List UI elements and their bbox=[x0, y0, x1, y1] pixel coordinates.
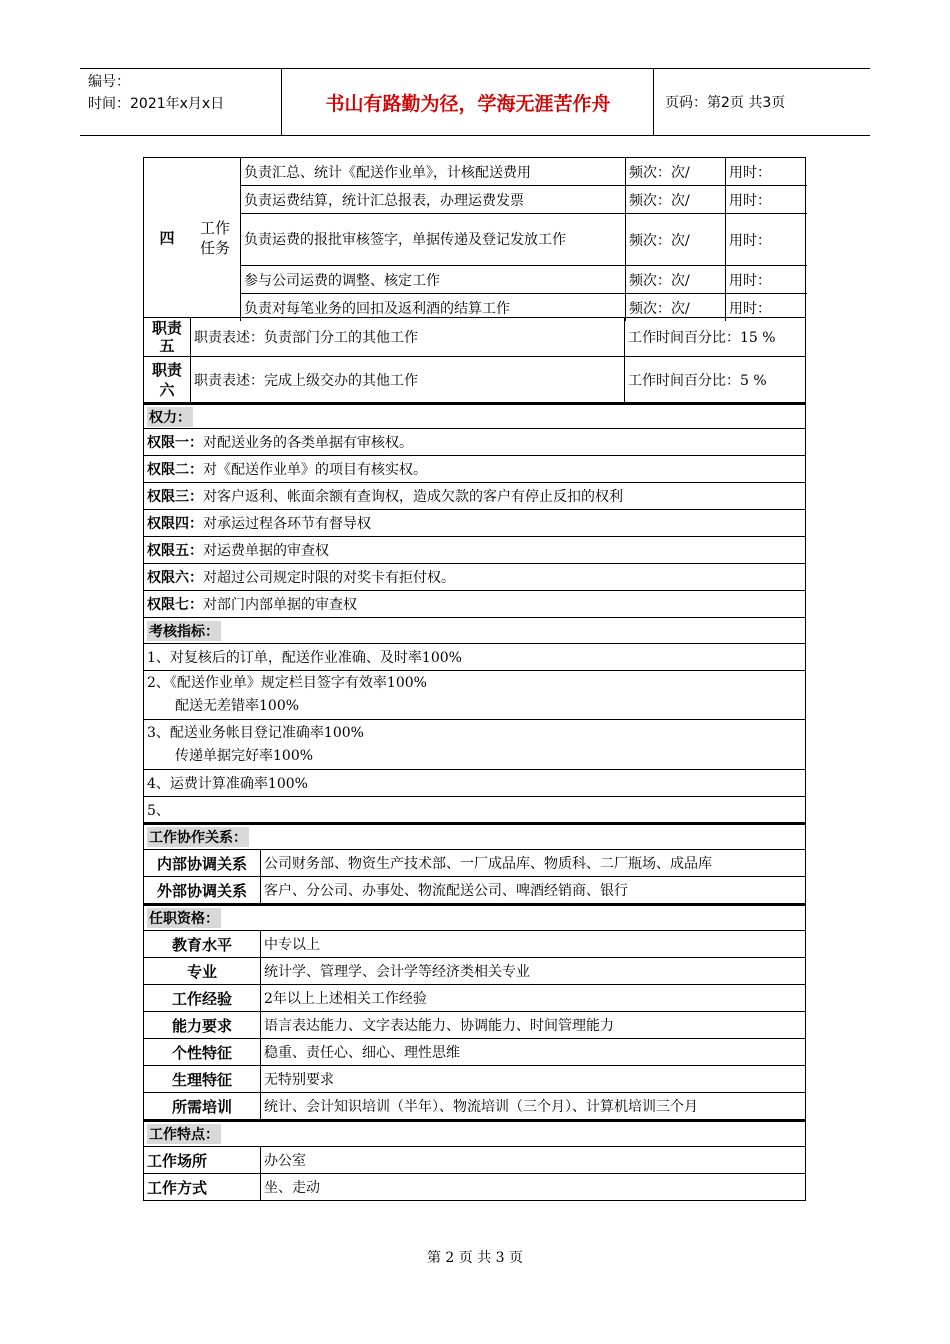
job-description-table bbox=[143, 157, 806, 1201]
kpi-item: 5、 bbox=[147, 802, 170, 819]
authority-row bbox=[143, 510, 806, 537]
authority-key: 权限四： bbox=[147, 516, 203, 532]
relations-heading-row bbox=[143, 823, 806, 850]
task-text: 负责运费的报批审核签字，单据传递及登记发放工作 bbox=[244, 231, 566, 248]
task-text: 负责汇总、统计《配送作业单》，计核配送费用 bbox=[244, 164, 531, 181]
kpi-row bbox=[143, 671, 806, 720]
internal-relations-row bbox=[143, 850, 806, 877]
duty-four-label: 工作 任务 bbox=[199, 218, 230, 257]
task-text: 负责运费结算，统计汇总报表，办理运费发票 bbox=[244, 192, 524, 209]
kpi-heading: 考核指标： bbox=[144, 618, 805, 643]
work-mode-value: 坐、走动 bbox=[260, 1174, 805, 1200]
qualification-row bbox=[143, 958, 806, 985]
task-row bbox=[241, 186, 807, 214]
internal-relations-label: 内部协调关系 bbox=[156, 854, 247, 873]
external-relations-value: 客户、分公司、办事处、物流配送公司、啤酒经销商、银行 bbox=[260, 877, 805, 903]
kpi-item: 配送无差错率100% bbox=[175, 698, 300, 714]
authority-key: 权限二： bbox=[147, 462, 203, 478]
qualification-row bbox=[143, 1066, 806, 1093]
authority-value: 对客户返利、帐面余额有查询权，造成欠款的客户有停止反扣的权利 bbox=[203, 489, 623, 505]
qualification-heading-row bbox=[143, 904, 806, 931]
task-row bbox=[241, 266, 807, 294]
authority-key: 权限一： bbox=[147, 435, 203, 451]
authority-key: 权限五： bbox=[147, 543, 203, 559]
qualification-value: 语言表达能力、文字表达能力、协调能力、时间管理能力 bbox=[260, 1012, 805, 1038]
relations-heading: 工作协作关系： bbox=[144, 825, 805, 849]
qualification-label: 专业 bbox=[186, 962, 217, 981]
qualification-value: 统计、会计知识培训（半年）、物流培训（三个月）、计算机培训三个月 bbox=[260, 1093, 805, 1119]
workplace-row bbox=[143, 1147, 806, 1174]
task-freq: 频次：次/ bbox=[625, 266, 725, 293]
task-freq: 频次：次/ bbox=[625, 214, 725, 265]
header-page: 页码：第2页 共3页 bbox=[665, 95, 786, 111]
kpi-item: 4、运费计算准确率100% bbox=[147, 776, 308, 792]
authority-value: 对运费单据的审查权 bbox=[203, 543, 329, 559]
task-row bbox=[241, 214, 807, 266]
duty-six-row bbox=[143, 357, 806, 403]
task-row bbox=[241, 158, 807, 186]
qualification-row bbox=[143, 1093, 806, 1120]
authority-heading: 权力： bbox=[144, 405, 805, 428]
duty-five-desc: 职责表述：负责部门分工的其他工作 bbox=[190, 318, 624, 356]
duty-six-label: 职责 六 bbox=[151, 360, 182, 399]
work-mode-row bbox=[143, 1174, 806, 1201]
qualification-value: 稳重、责任心、细心、理性思维 bbox=[260, 1039, 805, 1065]
authority-key: 权限三： bbox=[147, 489, 203, 505]
task-time: 用时： bbox=[725, 186, 807, 213]
kpi-item: 3、配送业务帐目登记准确率100% bbox=[147, 724, 364, 741]
authority-row bbox=[143, 429, 806, 456]
authority-value: 对配送业务的各类单据有审核权。 bbox=[203, 435, 413, 451]
features-heading-row bbox=[143, 1120, 806, 1147]
qualification-row bbox=[143, 931, 806, 958]
qualification-row bbox=[143, 1012, 806, 1039]
task-freq: 频次：次/ bbox=[625, 294, 725, 321]
duty-six-desc: 职责表述：完成上级交办的其他工作 bbox=[190, 357, 624, 402]
qualification-value: 统计学、管理学、会计学等经济类相关专业 bbox=[260, 958, 805, 984]
qualification-value: 2年以上上述相关工作经验 bbox=[260, 985, 805, 1011]
task-time: 用时： bbox=[725, 266, 807, 293]
qualification-label: 工作经验 bbox=[171, 989, 232, 1008]
external-relations-label: 外部协调关系 bbox=[156, 881, 247, 900]
header-meta bbox=[80, 69, 282, 135]
page-header bbox=[80, 68, 870, 136]
task-freq: 频次：次/ bbox=[625, 158, 725, 185]
authority-row bbox=[143, 537, 806, 564]
qualification-row bbox=[143, 985, 806, 1012]
authority-value: 对承运过程各环节有督导权 bbox=[203, 516, 371, 532]
duty-four-num: 四 bbox=[159, 229, 175, 247]
duty-five-row bbox=[143, 318, 806, 357]
task-text: 参与公司运费的调整、核定工作 bbox=[244, 272, 440, 289]
task-list bbox=[240, 158, 807, 321]
qualification-label: 教育水平 bbox=[171, 935, 232, 954]
authority-key: 权限七： bbox=[147, 597, 203, 613]
qualification-value: 中专以上 bbox=[260, 931, 805, 957]
task-freq: 频次：次/ bbox=[625, 186, 725, 213]
authority-row bbox=[143, 564, 806, 591]
workplace-label: 工作场所 bbox=[147, 1151, 208, 1170]
kpi-item: 2、《配送作业单》规定栏目签字有效率100% bbox=[147, 675, 427, 691]
workplace-value: 办公室 bbox=[260, 1147, 805, 1173]
qualification-label: 所需培训 bbox=[171, 1097, 232, 1116]
duty-four-block bbox=[143, 157, 806, 318]
authority-row bbox=[143, 456, 806, 483]
qualification-value: 无特别要求 bbox=[260, 1066, 805, 1092]
number-label: 编号： bbox=[88, 74, 130, 90]
authority-value: 对《配送作业单》的项目有核实权。 bbox=[203, 462, 427, 478]
kpi-row bbox=[143, 770, 806, 797]
kpi-row bbox=[143, 644, 806, 671]
task-time: 用时： bbox=[725, 214, 807, 265]
authority-key: 权限六： bbox=[147, 570, 203, 586]
kpi-row bbox=[143, 720, 806, 770]
internal-relations-value: 公司财务部、物资生产技术部、一厂成品库、物质科、二厂瓶场、成品库 bbox=[260, 850, 805, 876]
authority-value: 对超过公司规定时限的对奖卡有拒付权。 bbox=[203, 570, 455, 586]
kpi-item: 1、对复核后的订单，配送作业准确、及时率100% bbox=[147, 650, 462, 666]
duty-six-pct: 工作时间百分比：5 % bbox=[624, 357, 806, 402]
header-motto: 书山有路勤为径，学海无涯苦作舟 bbox=[283, 69, 654, 135]
qualification-label: 生理特征 bbox=[171, 1070, 232, 1089]
page-footer: 第 2 页 共 3 页 bbox=[426, 1250, 524, 1266]
task-text: 负责对每笔业务的回扣及返利酒的结算工作 bbox=[244, 300, 510, 317]
time-label: 时间：2021年x月x日 bbox=[88, 96, 225, 112]
task-time: 用时： bbox=[725, 294, 807, 321]
task-time: 用时： bbox=[725, 158, 807, 185]
work-mode-label: 工作方式 bbox=[147, 1178, 208, 1197]
qualification-heading: 任职资格： bbox=[144, 906, 805, 930]
external-relations-row bbox=[143, 877, 806, 904]
duty-five-label: 职责 五 bbox=[151, 319, 182, 355]
authority-value: 对部门内部单据的审查权 bbox=[203, 597, 357, 613]
authority-row bbox=[143, 591, 806, 618]
kpi-heading-row bbox=[143, 618, 806, 644]
qualification-label: 能力要求 bbox=[171, 1016, 232, 1035]
qualification-row bbox=[143, 1039, 806, 1066]
authority-heading-row bbox=[143, 403, 806, 429]
qualification-label: 个性特征 bbox=[171, 1043, 232, 1062]
features-heading: 工作特点： bbox=[144, 1122, 805, 1146]
authority-row bbox=[143, 483, 806, 510]
task-row bbox=[241, 294, 807, 321]
kpi-row bbox=[143, 797, 806, 823]
kpi-item: 传递单据完好率100% bbox=[175, 747, 314, 764]
duty-five-pct: 工作时间百分比：15 % bbox=[624, 318, 806, 356]
